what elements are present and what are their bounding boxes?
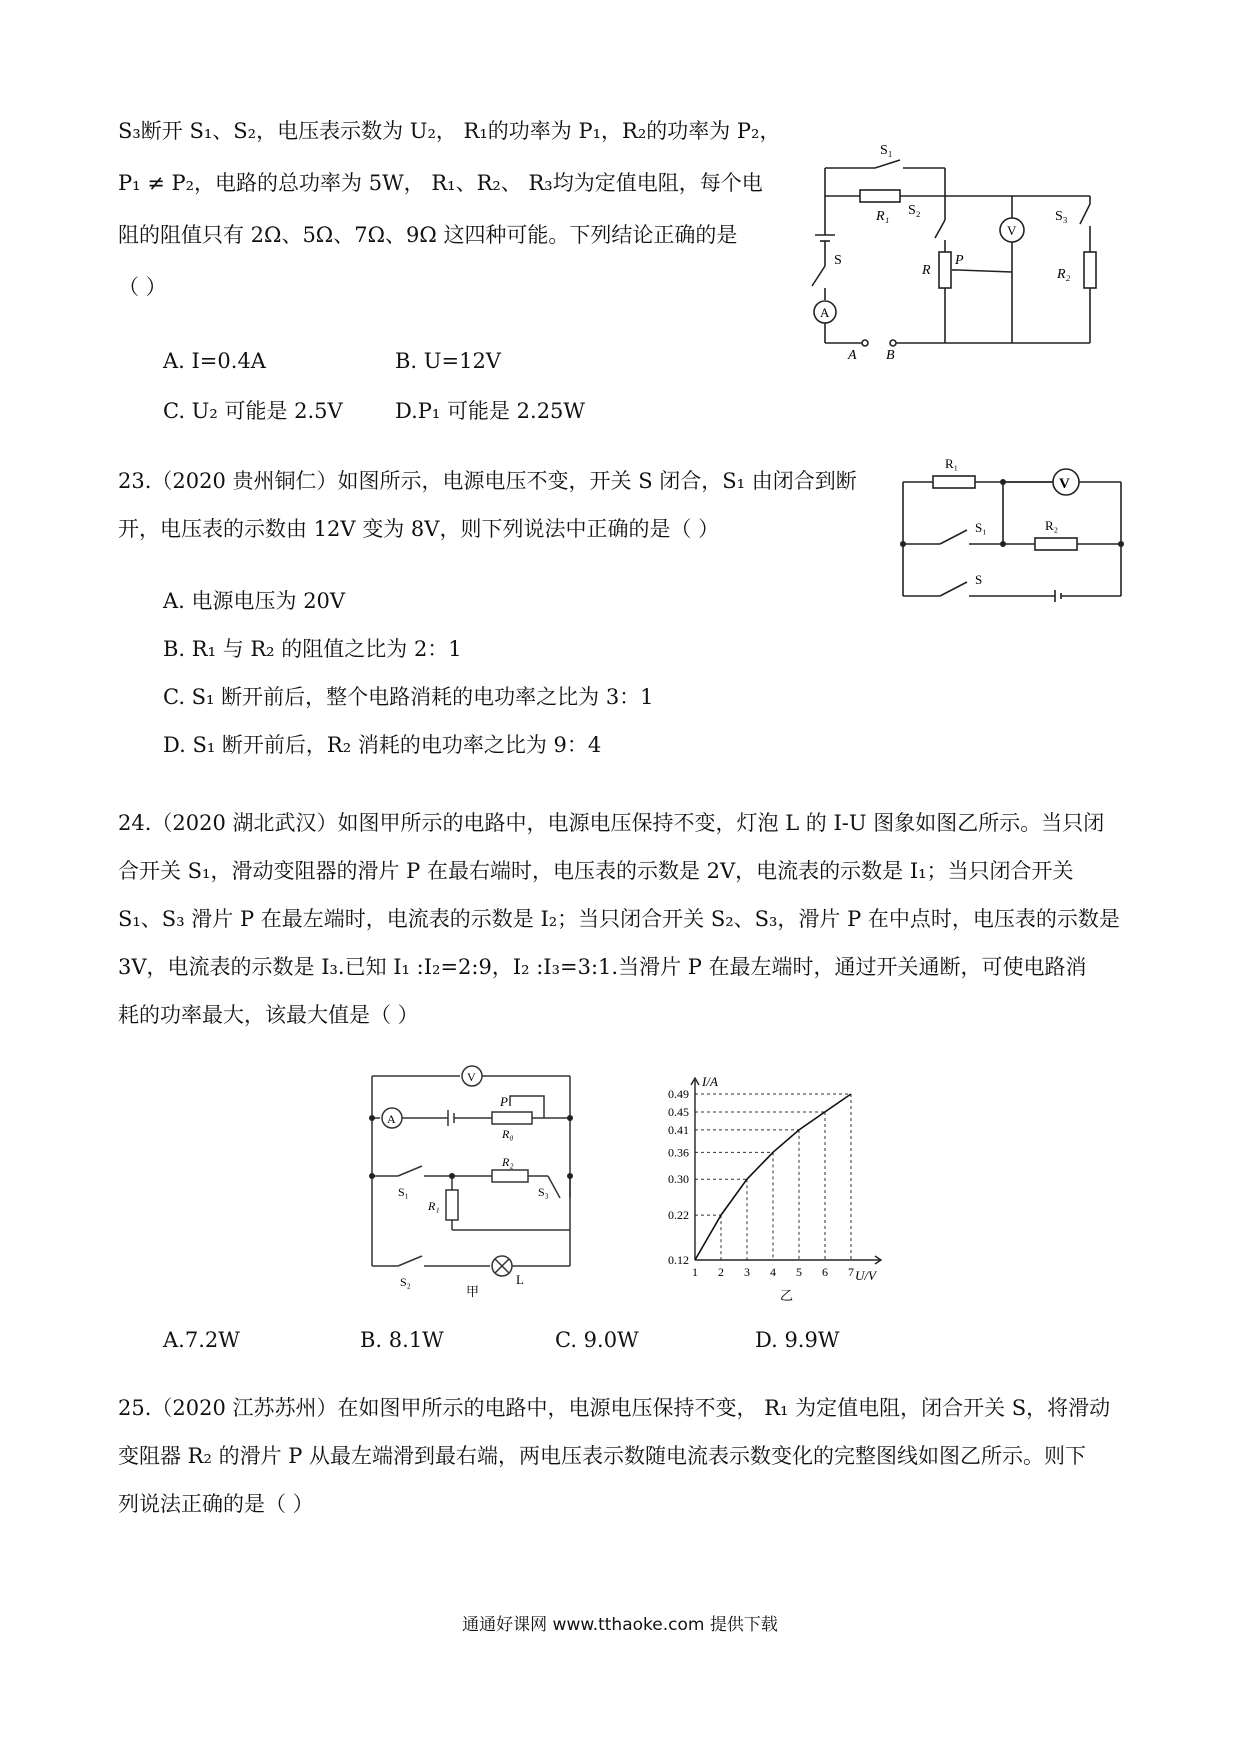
- q24-line-4: 3V，电流表的示数是 I₃.已知 I₁ :I₂=2:9，I₂ :I₃=3:1.当滑片 P 在最左端时，通过开关通断，可使电路消: [118, 955, 1087, 979]
- page-footer: 通通好课网 www.tthaoke.com 提供下载: [462, 1615, 778, 1635]
- q23-line-1: 23.（2020 贵州铜仁）如图所示，电源电压不变，开关 S 闭合，S₁ 由闭合到断: [118, 469, 857, 493]
- iu-xtick-label: 1: [692, 1265, 698, 1279]
- iu-ytick-label: 0.41: [668, 1122, 689, 1137]
- q24-fig-p-label: P: [500, 1094, 508, 1109]
- q22-fig-s3-label: S₃: [1055, 209, 1068, 224]
- q23-fig-r2-label: R₂: [1045, 518, 1059, 533]
- q24-circuit-diagram: [360, 1058, 600, 1298]
- iu-chart-xlabel: U/V: [855, 1268, 876, 1283]
- q25-line-2: 变阻器 R₂ 的滑片 P 从最左端滑到最右端，两电压表示数随电流表示数变化的完整图线如图乙所示。则下: [118, 1444, 1087, 1468]
- q24-option-c: C. 9.0W: [555, 1328, 639, 1352]
- q24-fig-l-label: L: [516, 1272, 524, 1287]
- iu-xtick-label: 4: [770, 1265, 776, 1279]
- q22-option-b: B. U=12V: [395, 349, 501, 373]
- iu-chart-caption: 乙: [780, 1288, 794, 1303]
- iu-ytick-label: 0.45: [668, 1104, 689, 1119]
- iu-chart-ylabel: I/A: [702, 1074, 718, 1089]
- iu-xtick-label: 7: [848, 1265, 854, 1279]
- q24-fig-r2-label: R₂: [502, 1155, 514, 1169]
- q22-fig-p-label: P: [955, 253, 964, 268]
- q25-line-3: 列说法正确的是（ ）: [118, 1492, 314, 1516]
- q24-fig-s3-label: S₃: [538, 1185, 549, 1199]
- q23-fig-v-label: V: [1059, 476, 1070, 492]
- q23-circuit-diagram: [895, 450, 1130, 610]
- q22-option-a: A. I=0.4A: [163, 349, 266, 373]
- q23-option-a: A. 电源电压为 20V: [163, 589, 346, 613]
- q22-option-d: D.P₁ 可能是 2.25W: [395, 399, 586, 423]
- q22-fig-r1-label: R₁: [876, 209, 890, 224]
- q22-fig-r-label: R: [922, 263, 931, 278]
- q22-option-c: C. U₂ 可能是 2.5V: [163, 399, 343, 423]
- q22-fig-s1-label: S₁: [880, 143, 893, 158]
- q24-fig-caption: 甲: [466, 1284, 480, 1298]
- q22-fig-v-label: V: [1007, 223, 1017, 238]
- iu-xtick-label: 5: [796, 1265, 802, 1279]
- q22-fig-terminal-a: A: [848, 348, 857, 363]
- q24-fig-s2-label: S₂: [400, 1275, 411, 1289]
- q24-option-a: A.7.2W: [163, 1328, 240, 1352]
- q24-option-d: D. 9.9W: [755, 1328, 840, 1352]
- q23-option-d: D. S₁ 断开前后，R₂ 消耗的电功率之比为 9：4: [163, 733, 602, 757]
- iu-ytick-label: 0.12: [668, 1253, 689, 1267]
- q22-fig-terminal-b: B: [886, 348, 895, 363]
- iu-xtick-label: 2: [718, 1265, 724, 1279]
- q24-fig-s1-label: S₁: [398, 1185, 409, 1199]
- q24-fig-r1-label: R₁: [428, 1199, 440, 1213]
- iu-ytick-label: 0.36: [668, 1145, 689, 1160]
- q24-line-3: S₁、S₃ 滑片 P 在最左端时，电流表的示数是 I₂；当只闭合开关 S₂、S₃，滑片 P 在中点时，电压表的示数是: [118, 907, 1120, 931]
- q22-line-4: （ ）: [118, 275, 167, 299]
- q22-fig-r2-label: R₂: [1057, 267, 1071, 282]
- iu-ytick-label: 0.49: [668, 1087, 689, 1101]
- q23-option-b: B. R₁ 与 R₂ 的阻值之比为 2：1: [163, 637, 462, 661]
- q24-fig-a-label: A: [387, 1112, 396, 1126]
- q23-fig-r1-label: R₁: [945, 456, 959, 471]
- iu-ytick-label: 0.22: [668, 1208, 689, 1223]
- q22-fig-s2-label: S₂: [908, 203, 921, 218]
- q24-iu-chart: [650, 1072, 900, 1306]
- q24-fig-v-label: V: [467, 1070, 476, 1084]
- q25-line-1: 25.（2020 江苏苏州）在如图甲所示的电路中，电源电压保持不变， R₁ 为定值电阻，闭合开关 S，将滑动: [118, 1396, 1111, 1420]
- q24-fig-r0-label: R₀: [502, 1127, 514, 1141]
- q23-option-c: C. S₁ 断开前后，整个电路消耗的电功率之比为 3：1: [163, 685, 654, 709]
- q23-fig-s-label: S: [975, 572, 983, 587]
- q22-line-1: S₃断开 S₁、S₂，电压表示数为 U₂， R₁的功率为 P₁，R₂的功率为 P₂，: [118, 119, 781, 143]
- q22-circuit-diagram: [800, 140, 1140, 365]
- q22-line-2: P₁ ≠ P₂，电路的总功率为 5W， R₁、R₂、 R₃均为定值电阻，每个电: [118, 171, 763, 195]
- iu-xtick-label: 3: [744, 1265, 750, 1279]
- q24-line-2: 合开关 S₁，滑动变阻器的滑片 P 在最右端时，电压表的示数是 2V，电流表的示数是 I₁；当只闭合开关: [118, 859, 1074, 883]
- q23-fig-s1-label: S₁: [975, 520, 987, 535]
- q24-line-5: 耗的功率最大，该最大值是（ ）: [118, 1003, 419, 1027]
- iu-xtick-label: 6: [822, 1265, 828, 1279]
- q22-fig-s-label: S: [834, 253, 842, 268]
- q24-option-b: B. 8.1W: [360, 1328, 444, 1352]
- q22-line-3: 阻的阻值只有 2Ω、5Ω、7Ω、9Ω 这四种可能。下列结论正确的是: [118, 223, 738, 247]
- q22-fig-a-label: A: [820, 305, 830, 320]
- q23-line-2: 开，电压表的示数由 12V 变为 8V，则下列说法中正确的是（ ）: [118, 517, 720, 541]
- iu-ytick-label: 0.30: [668, 1172, 689, 1187]
- q24-line-1: 24.（2020 湖北武汉）如图甲所示的电路中，电源电压保持不变，灯泡 L 的 I-U 图象如图乙所示。当只闭: [118, 811, 1105, 835]
